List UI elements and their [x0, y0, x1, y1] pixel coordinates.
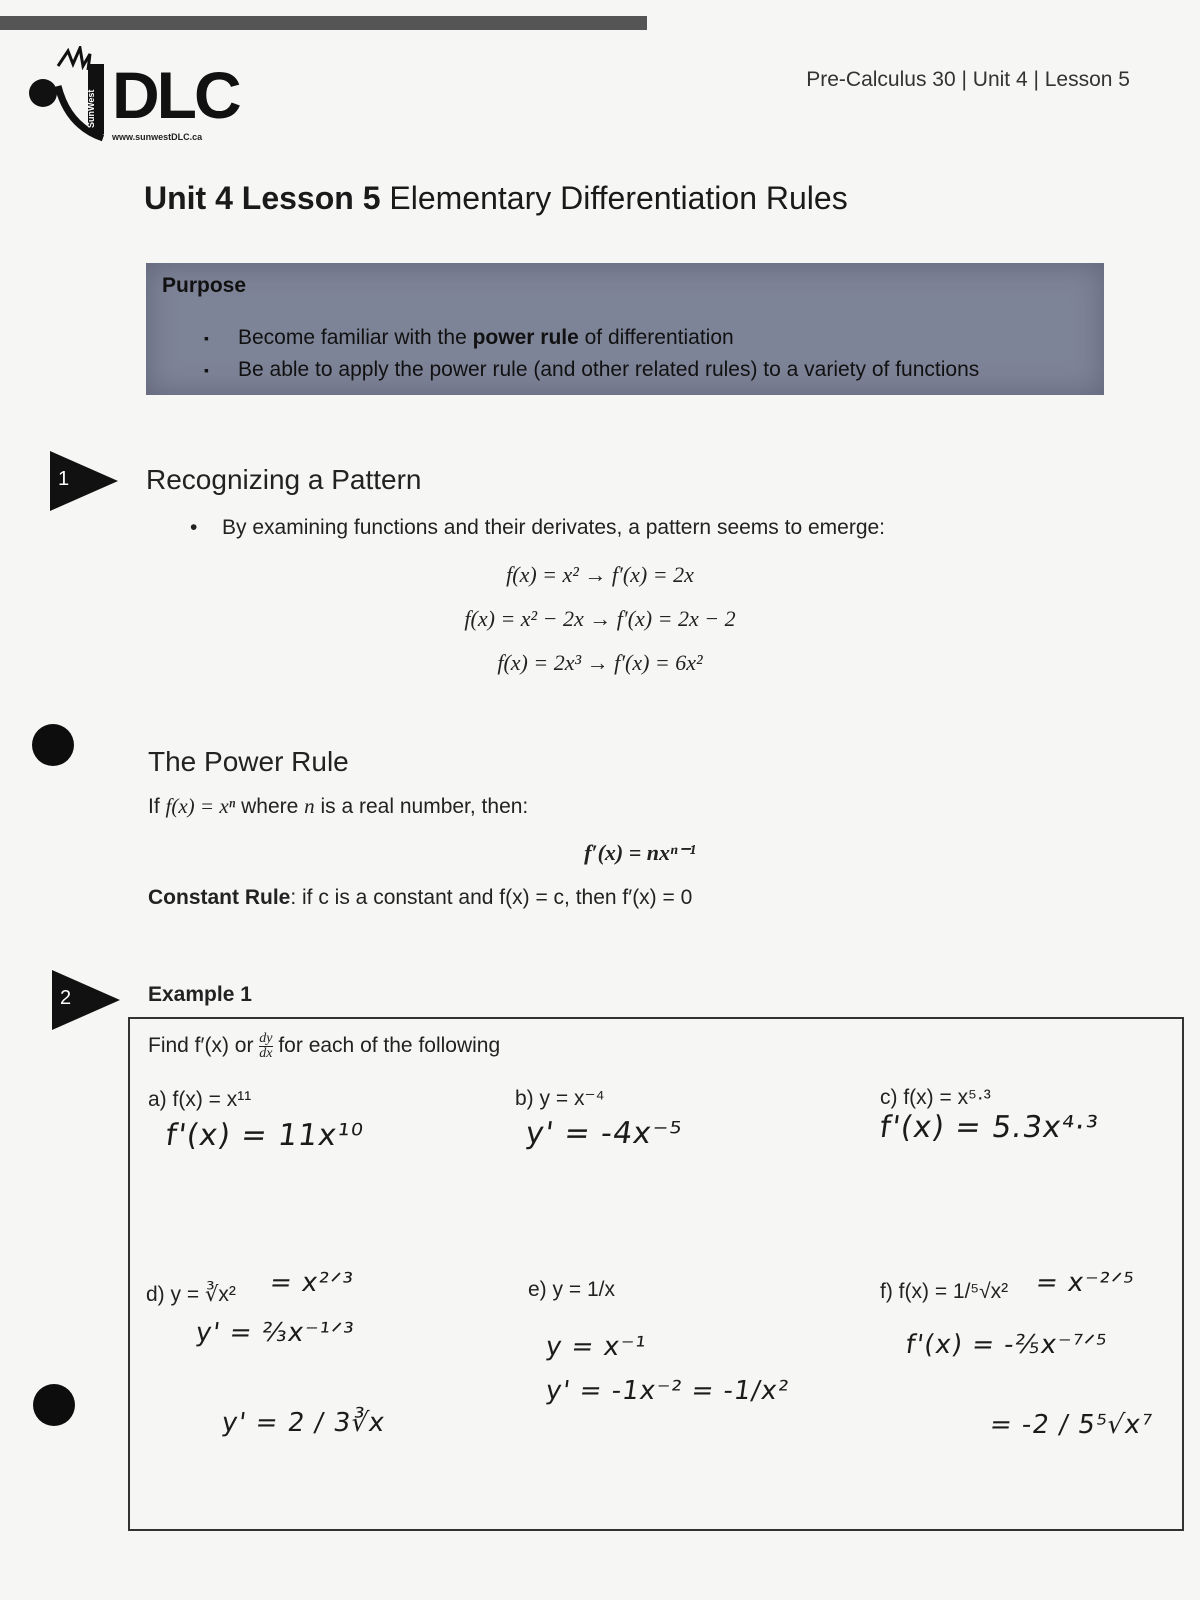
example-1-heading: Example 1 — [148, 983, 252, 1006]
dy-dx-fraction: $\frac{dy}{dx}$ — [259, 1031, 273, 1061]
section-1-bullet-text: By examining functions and their derivates, a pattern seems to emerge: — [222, 516, 886, 539]
purpose-list — [200, 322, 1080, 386]
work-c-1: f'(x) = 5.3x⁴·³ — [877, 1110, 1101, 1145]
work-d-3: y' = 2 / 3∛x — [219, 1408, 388, 1438]
problem-f: f) f(x) = 1/⁵√x² — [880, 1280, 1009, 1303]
section-1-number: 1 — [58, 468, 70, 490]
problem-e: e) y = 1/x — [528, 1278, 615, 1301]
constant-rule: Constant Rule: if c is a constant and f(x) = c, then f′(x) = 0 — [148, 886, 693, 909]
work-d-1: = x²ᐟ³ — [267, 1268, 356, 1298]
pattern-equation-3: f(x) = 2x³ → f′(x) = 6x² — [497, 650, 703, 675]
section-2-number: 2 — [60, 987, 72, 1009]
work-f-1: = x⁻²ᐟ⁵ — [1033, 1268, 1137, 1298]
problem-b: b) y = x⁻⁴ — [515, 1087, 605, 1110]
purpose-item: ▪ Be able to apply the power rule (and other related rules) to a variety of functions — [200, 354, 1080, 386]
section-1-heading: Recognizing a Pattern — [146, 464, 422, 495]
problem-c: c) f(x) = x⁵·³ — [880, 1086, 991, 1109]
power-rule-intro: If f(x) = xⁿ where n is a real number, then: — [148, 794, 529, 818]
title-rest: Elementary Differentiation Rules — [380, 180, 848, 216]
logo-url: www.sunwestDLC.ca — [112, 132, 203, 142]
course-line: Pre-Calculus 30 | Unit 4 | Lesson 5 — [806, 68, 1130, 91]
work-f-3: = -2 / 5⁵√x⁷ — [987, 1410, 1155, 1440]
page-title — [144, 180, 848, 217]
title-bold: Unit 4 Lesson 5 — [144, 180, 381, 216]
problem-d: d) y = ∛x² — [146, 1283, 236, 1306]
work-b-1: y' = -4x⁻⁵ — [523, 1116, 685, 1151]
purpose-heading: Purpose — [162, 274, 247, 297]
pattern-equation-2: f(x) = x² − 2x → f′(x) = 2x − 2 — [464, 606, 736, 631]
power-rule-formula: f′(x) = nxⁿ⁻¹ — [584, 840, 696, 865]
example-instruction: Find f′(x) or $\frac{dy}{dx}$ for each of the following — [148, 1031, 501, 1061]
hole-punch-icon — [32, 724, 74, 766]
problem-a: a) f(x) = x¹¹ — [148, 1088, 252, 1111]
work-e-2: y' = -1x⁻² = -1/x² — [543, 1376, 792, 1406]
purpose-item: ▪ Become familiar with the power rule of differentiation — [200, 322, 1080, 354]
work-e-1: y = x⁻¹ — [543, 1332, 649, 1362]
work-a-1: f'(x) = 11x¹⁰ — [163, 1118, 366, 1153]
hole-punch-icon — [33, 1384, 75, 1426]
work-d-2: y' = ⅔x⁻¹ᐟ³ — [193, 1318, 357, 1348]
logo-mark-text: SunWest — [86, 89, 96, 128]
logo-text: DLC — [112, 58, 239, 132]
top-rule — [0, 16, 647, 30]
pattern-equation-1: f(x) = x² → f′(x) = 2x — [506, 562, 694, 587]
work-f-2: f'(x) = -⅖x⁻⁷ᐟ⁵ — [903, 1330, 1109, 1360]
power-rule-heading: The Power Rule — [148, 746, 349, 777]
section-1-bullet-icon: • — [190, 516, 198, 539]
